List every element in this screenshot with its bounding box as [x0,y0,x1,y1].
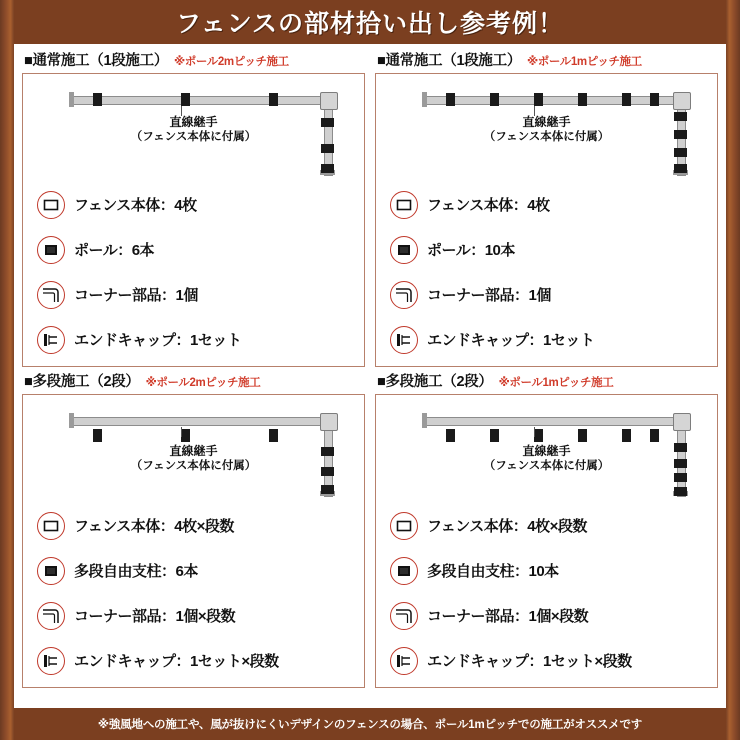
panel-heading [377,50,718,70]
post-icon [321,447,334,456]
rail-horizontal [426,417,686,426]
panel-heading [24,371,365,391]
list-item [390,325,709,355]
post-icon [674,130,687,139]
list-item [390,511,709,541]
post-icon [674,459,687,468]
post-icon [490,93,499,106]
corner-part-icon [37,281,65,309]
list-item-label: エンドキャップ：1セット×段数 [74,653,279,670]
list-item-label: エンドキャップ：1セット×段数 [427,653,632,670]
fence-panel-icon [390,191,418,219]
end-cap-icon [37,647,65,675]
corner-part-icon [390,602,418,630]
list-item-label: コーナー部品：1個 [74,287,198,304]
panel-heading-note: ※ポール2mピッチ施工 [174,56,289,68]
post-icon [650,429,659,442]
post-icon [181,93,190,106]
list-item [37,325,356,355]
panel-heading [24,50,365,70]
panel-standard-2m [22,50,365,367]
post-icon [674,473,687,482]
post-icon [674,487,687,496]
post-icon [534,429,543,442]
end-cap-icon [37,326,65,354]
panel-heading [377,371,718,391]
post-icon [578,93,587,106]
end-cap-icon [422,413,427,428]
joint-callout-title: 直線継手 [522,444,571,458]
joint-callout-title: 直線継手 [169,444,218,458]
joint-callout [484,114,610,146]
corner-part-icon [37,602,65,630]
fence-layout-diagram [384,82,709,180]
rail-horizontal [73,417,333,426]
post-icon [390,557,418,585]
panel-heading-label: ■通常施工（1段施工） [24,53,169,69]
end-cap-icon [69,413,74,428]
left-border-bar [0,0,14,740]
panel-box [375,73,718,367]
post-icon [622,93,631,106]
panel-heading-label: ■多段施工（2段） [24,374,140,390]
list-item-label: フェンス本体：4枚 [427,197,550,214]
list-item-label: コーナー部品：1個×段数 [427,608,589,625]
post-icon [534,93,543,106]
panel-multistage-1m [375,371,718,688]
footer-note-label: ※強風地への施工や、風が抜けにくいデザインのフェンスの場合、ポール1mピッチでの施工がオススメです [97,719,643,731]
panel-multistage-2m [22,371,365,688]
list-item [37,601,356,631]
list-item-label: フェンス本体：4枚 [74,197,197,214]
list-item-label: ポール：6本 [74,242,155,259]
end-cap-icon [69,92,74,107]
corner-part-icon [673,413,691,431]
fence-panel-icon [37,191,65,219]
right-border-bar [726,0,740,740]
post-icon [269,93,278,106]
joint-callout-sub: （フェンス本体に付属） [483,131,610,144]
post-icon [321,467,334,476]
rail-horizontal [426,96,686,105]
panel-heading-note: ※ポール2mピッチ施工 [145,377,261,389]
end-cap-icon [390,647,418,675]
footer-note [14,708,726,740]
panel-heading-label: ■通常施工（1段施工） [377,53,522,69]
post-icon [674,148,687,157]
post-icon [578,429,587,442]
panel-heading-label: ■多段施工（2段） [377,374,493,390]
joint-callout [131,114,257,146]
list-item [37,235,356,265]
panel-heading-note: ※ポール1mピッチ施工 [527,56,642,68]
corner-part-icon [390,281,418,309]
post-icon [490,429,499,442]
list-item-label: 多段自由支柱：6本 [74,563,198,580]
panel-box [375,394,718,688]
panel-box [22,73,365,367]
list-item-label: フェンス本体：4枚×段数 [74,518,234,535]
joint-callout-sub: （フェンス本体に付属） [483,460,610,473]
rail-horizontal [73,96,333,105]
parts-list [384,182,709,362]
post-icon [622,429,631,442]
post-icon [321,144,334,153]
list-item [390,190,709,220]
post-icon [674,112,687,121]
post-icon [446,429,455,442]
post-icon [321,118,334,127]
fence-layout-diagram [31,403,356,501]
post-icon [93,429,102,442]
post-icon [269,429,278,442]
post-icon [93,93,102,106]
corner-part-icon [320,92,338,110]
parts-list [31,182,356,362]
panel-heading-note: ※ポール1mピッチ施工 [498,377,614,389]
list-item-label: エンドキャップ：1セット [427,332,595,349]
fence-layout-diagram [384,403,709,501]
joint-callout-sub: （フェンス本体に付属） [130,460,257,473]
joint-callout-sub: （フェンス本体に付属） [130,131,257,144]
panel-grid [22,50,718,688]
list-item-label: エンドキャップ：1セット [74,332,242,349]
list-item-label: コーナー部品：1個 [427,287,551,304]
page-title: フェンスの部材拾い出し参考例！ [175,10,564,38]
list-item-label: ポール：10本 [427,242,515,259]
list-item [37,646,356,676]
post-icon [321,485,334,494]
parts-list [31,503,356,683]
list-item [37,511,356,541]
post-icon [390,236,418,264]
list-item [390,280,709,310]
list-item [390,646,709,676]
fence-panel-icon [390,512,418,540]
joint-callout-title: 直線継手 [169,115,218,129]
fence-layout-diagram [31,82,356,180]
end-cap-icon [390,326,418,354]
post-icon [446,93,455,106]
list-item-label: コーナー部品：1個×段数 [74,608,236,625]
post-icon [321,164,334,173]
callout-leader [181,427,182,437]
callout-leader [534,427,535,437]
post-icon [37,236,65,264]
post-icon [181,429,190,442]
post-icon [674,164,687,173]
list-item [37,280,356,310]
post-icon [650,93,659,106]
joint-callout [484,443,610,475]
list-item [390,601,709,631]
list-item [390,235,709,265]
parts-list [384,503,709,683]
panel-box [22,394,365,688]
list-item-label: フェンス本体：4枚×段数 [427,518,587,535]
fence-panel-icon [37,512,65,540]
post-icon [37,557,65,585]
list-item [390,556,709,586]
list-item-label: 多段自由支柱：10本 [427,563,559,580]
panel-standard-1m [375,50,718,367]
poster-content [14,44,726,740]
poster-banner [14,0,726,44]
list-item [37,556,356,586]
joint-callout-title: 直線継手 [522,115,571,129]
post-icon [674,443,687,452]
joint-callout [131,443,257,475]
corner-part-icon [673,92,691,110]
list-item [37,190,356,220]
corner-part-icon [320,413,338,431]
end-cap-icon [422,92,427,107]
